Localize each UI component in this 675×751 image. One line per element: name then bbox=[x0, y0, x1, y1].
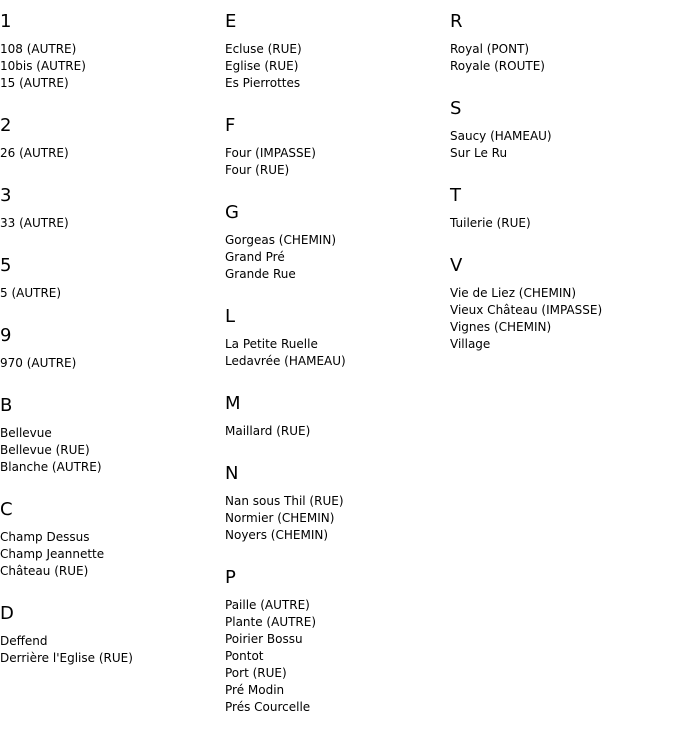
street-list bbox=[450, 41, 670, 75]
street-link[interactable]: 26 (AUTRE) bbox=[0, 146, 69, 160]
street-list bbox=[225, 493, 445, 544]
group-spacer bbox=[0, 372, 220, 384]
street-list bbox=[225, 336, 445, 370]
street-list bbox=[0, 529, 220, 580]
street-link[interactable]: Noyers (CHEMIN) bbox=[225, 528, 329, 542]
street-list bbox=[225, 145, 445, 179]
letter-group bbox=[450, 11, 670, 87]
letter-heading: 1 bbox=[0, 11, 12, 32]
street-link[interactable]: La Petite Ruelle bbox=[225, 337, 318, 351]
letter-heading: 9 bbox=[0, 325, 12, 346]
street-link[interactable]: Prés Courcelle bbox=[225, 700, 311, 714]
street-link[interactable]: Saucy (HAMEAU) bbox=[450, 129, 552, 143]
street-link[interactable]: Château (RUE) bbox=[0, 564, 89, 578]
street-list bbox=[225, 41, 445, 92]
letter-group bbox=[0, 185, 220, 244]
letter-group bbox=[450, 185, 670, 244]
group-spacer bbox=[0, 92, 220, 104]
street-link[interactable]: Plante (AUTRE) bbox=[225, 615, 317, 629]
letter-group bbox=[225, 393, 445, 452]
street-link[interactable]: Four (RUE) bbox=[225, 163, 290, 177]
street-link[interactable]: Blanche (AUTRE) bbox=[0, 460, 102, 474]
group-spacer bbox=[450, 232, 670, 244]
group-spacer bbox=[0, 232, 220, 244]
letter-group bbox=[225, 11, 445, 104]
street-list bbox=[0, 215, 220, 232]
street-link[interactable]: Normier (CHEMIN) bbox=[225, 511, 335, 525]
street-link[interactable]: Nan sous Thil (RUE) bbox=[225, 494, 344, 508]
letter-heading: E bbox=[225, 11, 237, 32]
street-link[interactable]: 108 (AUTRE) bbox=[0, 42, 77, 56]
group-spacer bbox=[0, 162, 220, 174]
letter-heading: V bbox=[450, 255, 463, 276]
street-list bbox=[0, 285, 220, 302]
group-spacer bbox=[225, 179, 445, 191]
street-link[interactable]: Pré Modin bbox=[225, 683, 285, 697]
group-spacer bbox=[450, 162, 670, 174]
letter-group bbox=[0, 11, 220, 104]
letter-group bbox=[0, 325, 220, 384]
street-link[interactable]: Eglise (RUE) bbox=[225, 59, 299, 73]
group-spacer bbox=[225, 440, 445, 452]
street-list bbox=[450, 215, 670, 232]
street-link[interactable]: Royale (ROUTE) bbox=[450, 59, 545, 73]
letter-group bbox=[0, 115, 220, 174]
street-link[interactable]: 10bis (AUTRE) bbox=[0, 59, 86, 73]
letter-group bbox=[0, 499, 220, 592]
letter-heading: F bbox=[225, 115, 236, 136]
street-link[interactable]: 33 (AUTRE) bbox=[0, 216, 69, 230]
letter-heading: B bbox=[0, 395, 13, 416]
group-spacer bbox=[225, 544, 445, 556]
street-link[interactable]: Tuilerie (RUE) bbox=[450, 216, 531, 230]
street-link[interactable]: Port (RUE) bbox=[225, 666, 287, 680]
letter-group bbox=[0, 255, 220, 314]
letter-heading: R bbox=[450, 11, 463, 32]
group-spacer bbox=[0, 302, 220, 314]
street-link[interactable]: 5 (AUTRE) bbox=[0, 286, 62, 300]
street-link[interactable]: 970 (AUTRE) bbox=[0, 356, 77, 370]
group-spacer bbox=[225, 283, 445, 295]
street-list bbox=[225, 597, 445, 716]
group-spacer bbox=[225, 92, 445, 104]
street-link[interactable]: Derrière l'Eglise (RUE) bbox=[0, 651, 133, 665]
letter-heading: 5 bbox=[0, 255, 12, 276]
group-spacer bbox=[0, 580, 220, 592]
street-list bbox=[0, 41, 220, 92]
street-link[interactable]: Bellevue (RUE) bbox=[0, 443, 90, 457]
street-link[interactable]: Royal (PONT) bbox=[450, 42, 530, 56]
letter-heading: 3 bbox=[0, 185, 12, 206]
letter-group bbox=[225, 202, 445, 295]
letter-heading: P bbox=[225, 567, 236, 588]
street-link[interactable]: Bellevue bbox=[0, 426, 52, 440]
letter-heading: D bbox=[0, 603, 14, 624]
street-link[interactable]: Gorgeas (CHEMIN) bbox=[225, 233, 336, 247]
street-list bbox=[450, 285, 670, 353]
street-list bbox=[0, 145, 220, 162]
street-link[interactable]: Vieux Château (IMPASSE) bbox=[450, 303, 603, 317]
street-list bbox=[225, 423, 445, 440]
letter-group bbox=[225, 567, 445, 728]
street-link[interactable]: Es Pierrottes bbox=[225, 76, 301, 90]
street-list bbox=[0, 355, 220, 372]
street-link[interactable]: Four (IMPASSE) bbox=[225, 146, 316, 160]
group-spacer bbox=[0, 476, 220, 488]
street-link[interactable]: Champ Jeannette bbox=[0, 547, 105, 561]
street-list bbox=[0, 633, 220, 667]
group-spacer bbox=[225, 370, 445, 382]
letter-group bbox=[225, 463, 445, 556]
street-link[interactable]: Grand Pré bbox=[225, 250, 285, 264]
street-list bbox=[450, 128, 670, 162]
street-link[interactable]: Vie de Liez (CHEMIN) bbox=[450, 286, 577, 300]
group-spacer bbox=[0, 667, 220, 679]
group-spacer bbox=[225, 716, 445, 728]
letter-heading: L bbox=[225, 306, 236, 327]
street-index-column-3 bbox=[450, 0, 670, 365]
group-spacer bbox=[450, 75, 670, 87]
street-link[interactable]: Champ Dessus bbox=[0, 530, 90, 544]
street-link[interactable]: Paille (AUTRE) bbox=[225, 598, 310, 612]
street-link[interactable]: Pontot bbox=[225, 649, 264, 663]
street-link[interactable]: Grande Rue bbox=[225, 267, 296, 281]
letter-heading: N bbox=[225, 463, 239, 484]
letter-heading: G bbox=[225, 202, 239, 223]
street-link[interactable]: Poirier Bossu bbox=[225, 632, 303, 646]
street-link[interactable]: 15 (AUTRE) bbox=[0, 76, 69, 90]
street-link[interactable]: Sur Le Ru bbox=[450, 146, 508, 160]
letter-group bbox=[0, 603, 220, 679]
letter-group bbox=[225, 306, 445, 382]
group-spacer bbox=[450, 353, 670, 365]
street-index-column-1 bbox=[0, 0, 220, 679]
street-link[interactable]: Vignes (CHEMIN) bbox=[450, 320, 552, 334]
street-list bbox=[225, 232, 445, 283]
letter-group bbox=[450, 255, 670, 365]
letter-heading: T bbox=[450, 185, 461, 206]
letter-heading: 2 bbox=[0, 115, 12, 136]
street-index-column-2 bbox=[225, 0, 445, 728]
letter-group bbox=[450, 98, 670, 174]
letter-group bbox=[225, 115, 445, 191]
letter-heading: M bbox=[225, 393, 241, 414]
street-link[interactable]: Maillard (RUE) bbox=[225, 424, 311, 438]
street-list bbox=[0, 425, 220, 476]
street-link[interactable]: Ecluse (RUE) bbox=[225, 42, 302, 56]
street-link[interactable]: Deffend bbox=[0, 634, 48, 648]
letter-group bbox=[0, 395, 220, 488]
letter-heading: S bbox=[450, 98, 462, 119]
street-link[interactable]: Ledavrée (HAMEAU) bbox=[225, 354, 346, 368]
letter-heading: C bbox=[0, 499, 13, 520]
street-link[interactable]: Village bbox=[450, 337, 491, 351]
